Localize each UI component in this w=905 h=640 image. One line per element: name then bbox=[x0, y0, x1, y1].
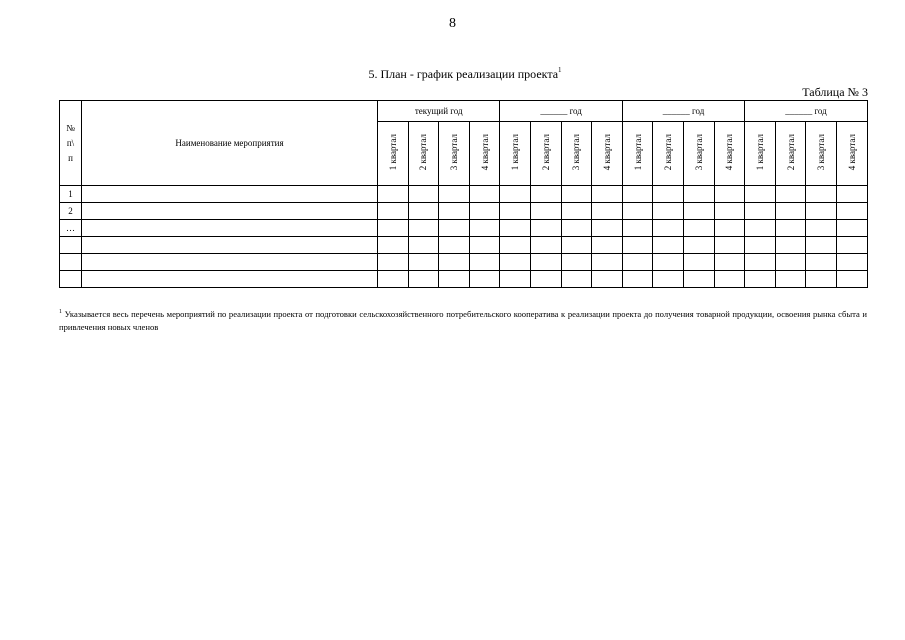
year-header-row bbox=[60, 101, 868, 122]
quarter-cell bbox=[531, 271, 562, 288]
footnote-reference: 1 bbox=[558, 66, 562, 74]
quarter-label: 2 квартал bbox=[418, 134, 429, 171]
quarter-cell bbox=[439, 203, 470, 220]
quarter-cell bbox=[775, 237, 806, 254]
quarter-cell bbox=[378, 186, 409, 203]
quarter-cell bbox=[806, 220, 837, 237]
quarter-cell bbox=[500, 254, 531, 271]
quarter-cell bbox=[378, 271, 409, 288]
quarter-cell bbox=[622, 254, 653, 271]
quarter-cell bbox=[714, 254, 745, 271]
quarter-cell bbox=[592, 220, 623, 237]
quarter-cell bbox=[806, 271, 837, 288]
quarter-cell bbox=[714, 203, 745, 220]
quarter-label: 3 квартал bbox=[693, 134, 704, 171]
quarter-cell bbox=[378, 237, 409, 254]
row-number-cell: 2 bbox=[60, 203, 82, 220]
quarter-cell bbox=[714, 220, 745, 237]
quarter-cell bbox=[561, 254, 592, 271]
quarter-cell bbox=[653, 220, 684, 237]
quarter-cell bbox=[653, 237, 684, 254]
year-header-current: текущий год bbox=[378, 101, 500, 122]
footnote-text: Указывается весь перечень мероприятий по реализации проекта от подготовки сельскохозяйственного потребительского кооператива к реализации проекта до получения товарной продукции, освоения рынка сбыта и привлечения новых членов bbox=[59, 309, 867, 332]
quarter-cell bbox=[622, 271, 653, 288]
quarter-cell bbox=[531, 237, 562, 254]
quarter-cell bbox=[684, 254, 715, 271]
quarter-cell bbox=[714, 186, 745, 203]
quarter-cell bbox=[806, 237, 837, 254]
row-number-cell: … bbox=[60, 220, 82, 237]
quarter-cell bbox=[592, 203, 623, 220]
quarter-cell bbox=[469, 254, 500, 271]
quarter-cell bbox=[714, 237, 745, 254]
quarter-cell bbox=[653, 203, 684, 220]
quarter-header-cell bbox=[531, 122, 562, 186]
quarter-cell bbox=[592, 237, 623, 254]
quarter-cell bbox=[775, 271, 806, 288]
section-title bbox=[0, 66, 905, 82]
table-row bbox=[60, 237, 868, 254]
quarter-cell bbox=[531, 203, 562, 220]
quarter-cell bbox=[653, 186, 684, 203]
quarter-cell bbox=[439, 254, 470, 271]
quarter-cell bbox=[408, 237, 439, 254]
quarter-cell bbox=[622, 203, 653, 220]
quarter-cell bbox=[806, 254, 837, 271]
year-header-2: ______ год bbox=[500, 101, 622, 122]
quarter-cell bbox=[653, 254, 684, 271]
number-header-line: п\ bbox=[66, 137, 75, 148]
quarter-cell bbox=[837, 254, 868, 271]
table-row bbox=[60, 203, 868, 220]
quarter-label: 1 квартал bbox=[755, 134, 766, 171]
quarter-cell bbox=[561, 186, 592, 203]
activity-name-cell bbox=[82, 254, 378, 271]
quarter-cell bbox=[439, 271, 470, 288]
number-column-header bbox=[60, 101, 82, 186]
quarter-cell bbox=[714, 271, 745, 288]
quarter-cell bbox=[469, 220, 500, 237]
quarter-cell bbox=[745, 254, 776, 271]
quarter-label: 4 квартал bbox=[724, 134, 735, 171]
quarter-cell bbox=[653, 271, 684, 288]
quarter-header-cell bbox=[684, 122, 715, 186]
quarter-cell bbox=[684, 203, 715, 220]
quarter-cell bbox=[592, 186, 623, 203]
row-number-cell bbox=[60, 271, 82, 288]
quarter-cell bbox=[500, 237, 531, 254]
table-body bbox=[60, 186, 868, 288]
quarter-cell bbox=[408, 203, 439, 220]
quarter-cell bbox=[622, 237, 653, 254]
quarter-label: 4 квартал bbox=[479, 134, 490, 171]
quarter-label: 4 квартал bbox=[602, 134, 612, 171]
quarter-label: 1 квартал bbox=[510, 134, 521, 171]
activity-name-cell bbox=[82, 237, 378, 254]
quarter-label: 2 квартал bbox=[663, 134, 674, 171]
quarter-cell bbox=[561, 237, 592, 254]
table-row bbox=[60, 271, 868, 288]
quarter-cell bbox=[531, 220, 562, 237]
quarter-cell bbox=[837, 237, 868, 254]
quarter-cell bbox=[469, 203, 500, 220]
quarter-label: 3 квартал bbox=[448, 134, 459, 171]
quarter-cell bbox=[500, 203, 531, 220]
quarter-cell bbox=[622, 186, 653, 203]
quarter-cell bbox=[622, 220, 653, 237]
table-row bbox=[60, 220, 868, 237]
activity-name-cell bbox=[82, 203, 378, 220]
page-number: 8 bbox=[449, 16, 456, 31]
quarter-header-cell bbox=[500, 122, 531, 186]
quarter-cell bbox=[837, 203, 868, 220]
year-header-3: ______ год bbox=[622, 101, 744, 122]
number-header-line: № bbox=[66, 122, 75, 133]
quarter-label: 3 квартал bbox=[571, 134, 582, 171]
section-title-text: 5. План - график реализации проекта bbox=[368, 67, 559, 81]
quarter-cell bbox=[684, 271, 715, 288]
quarter-header-cell bbox=[561, 122, 592, 186]
plan-schedule-table bbox=[59, 100, 868, 288]
row-number-cell: 1 bbox=[60, 186, 82, 203]
quarter-cell bbox=[775, 220, 806, 237]
activity-name-cell bbox=[82, 186, 378, 203]
quarter-header-cell bbox=[408, 122, 439, 186]
quarter-header-cell bbox=[439, 122, 470, 186]
quarter-cell bbox=[408, 220, 439, 237]
quarter-cell bbox=[408, 254, 439, 271]
row-number-cell bbox=[60, 237, 82, 254]
quarter-cell bbox=[837, 271, 868, 288]
quarter-cell bbox=[408, 271, 439, 288]
quarter-header-cell bbox=[745, 122, 776, 186]
quarter-cell bbox=[775, 203, 806, 220]
quarter-cell bbox=[592, 254, 623, 271]
quarter-cell bbox=[439, 220, 470, 237]
row-number-cell bbox=[60, 254, 82, 271]
footnote-mark: 1 bbox=[59, 309, 62, 315]
activity-name-cell bbox=[82, 220, 378, 237]
quarter-header-cell bbox=[837, 122, 868, 186]
quarter-cell bbox=[561, 220, 592, 237]
quarter-header-cell bbox=[622, 122, 653, 186]
quarter-header-cell bbox=[714, 122, 745, 186]
quarter-label: 4 квартал bbox=[846, 134, 857, 171]
quarter-cell bbox=[378, 220, 409, 237]
quarter-header-cell bbox=[378, 122, 409, 186]
quarter-cell bbox=[837, 186, 868, 203]
quarter-label: 3 квартал bbox=[816, 134, 827, 171]
quarter-cell bbox=[684, 220, 715, 237]
table-row bbox=[60, 254, 868, 271]
quarter-cell bbox=[561, 203, 592, 220]
quarter-label: 2 квартал bbox=[540, 134, 551, 171]
quarter-cell bbox=[531, 254, 562, 271]
quarter-cell bbox=[469, 186, 500, 203]
quarter-cell bbox=[561, 271, 592, 288]
quarter-cell bbox=[500, 271, 531, 288]
quarter-cell bbox=[408, 186, 439, 203]
quarter-header-cell bbox=[806, 122, 837, 186]
quarter-cell bbox=[775, 186, 806, 203]
quarter-cell bbox=[745, 203, 776, 220]
quarter-header-cell bbox=[469, 122, 500, 186]
activity-name-cell bbox=[82, 271, 378, 288]
quarter-cell bbox=[469, 237, 500, 254]
quarter-cell bbox=[500, 220, 531, 237]
quarter-cell bbox=[745, 186, 776, 203]
quarter-cell bbox=[745, 237, 776, 254]
quarter-cell bbox=[469, 271, 500, 288]
quarter-cell bbox=[592, 271, 623, 288]
number-header-line: п bbox=[68, 152, 73, 163]
quarter-cell bbox=[837, 220, 868, 237]
quarter-header-cell bbox=[775, 122, 806, 186]
quarter-label: 2 квартал bbox=[785, 134, 796, 171]
quarter-cell bbox=[806, 186, 837, 203]
table-caption: Таблица № 3 bbox=[802, 85, 868, 99]
footnote bbox=[59, 306, 867, 334]
quarter-cell bbox=[775, 254, 806, 271]
quarter-header-cell bbox=[653, 122, 684, 186]
quarter-header-cell bbox=[592, 122, 623, 186]
name-column-header: Наименование мероприятия bbox=[82, 101, 378, 186]
quarter-cell bbox=[439, 237, 470, 254]
quarter-cell bbox=[745, 271, 776, 288]
quarter-cell bbox=[378, 203, 409, 220]
table-row bbox=[60, 186, 868, 203]
quarter-label: 1 квартал bbox=[632, 134, 643, 171]
quarter-cell bbox=[806, 203, 837, 220]
year-header-4: ______ год bbox=[745, 101, 867, 122]
quarter-cell bbox=[684, 186, 715, 203]
quarter-cell bbox=[439, 186, 470, 203]
quarter-cell bbox=[745, 220, 776, 237]
quarter-cell bbox=[378, 254, 409, 271]
quarter-cell bbox=[684, 237, 715, 254]
quarter-label: 1 квартал bbox=[387, 134, 398, 171]
quarter-cell bbox=[531, 186, 562, 203]
quarter-cell bbox=[500, 186, 531, 203]
